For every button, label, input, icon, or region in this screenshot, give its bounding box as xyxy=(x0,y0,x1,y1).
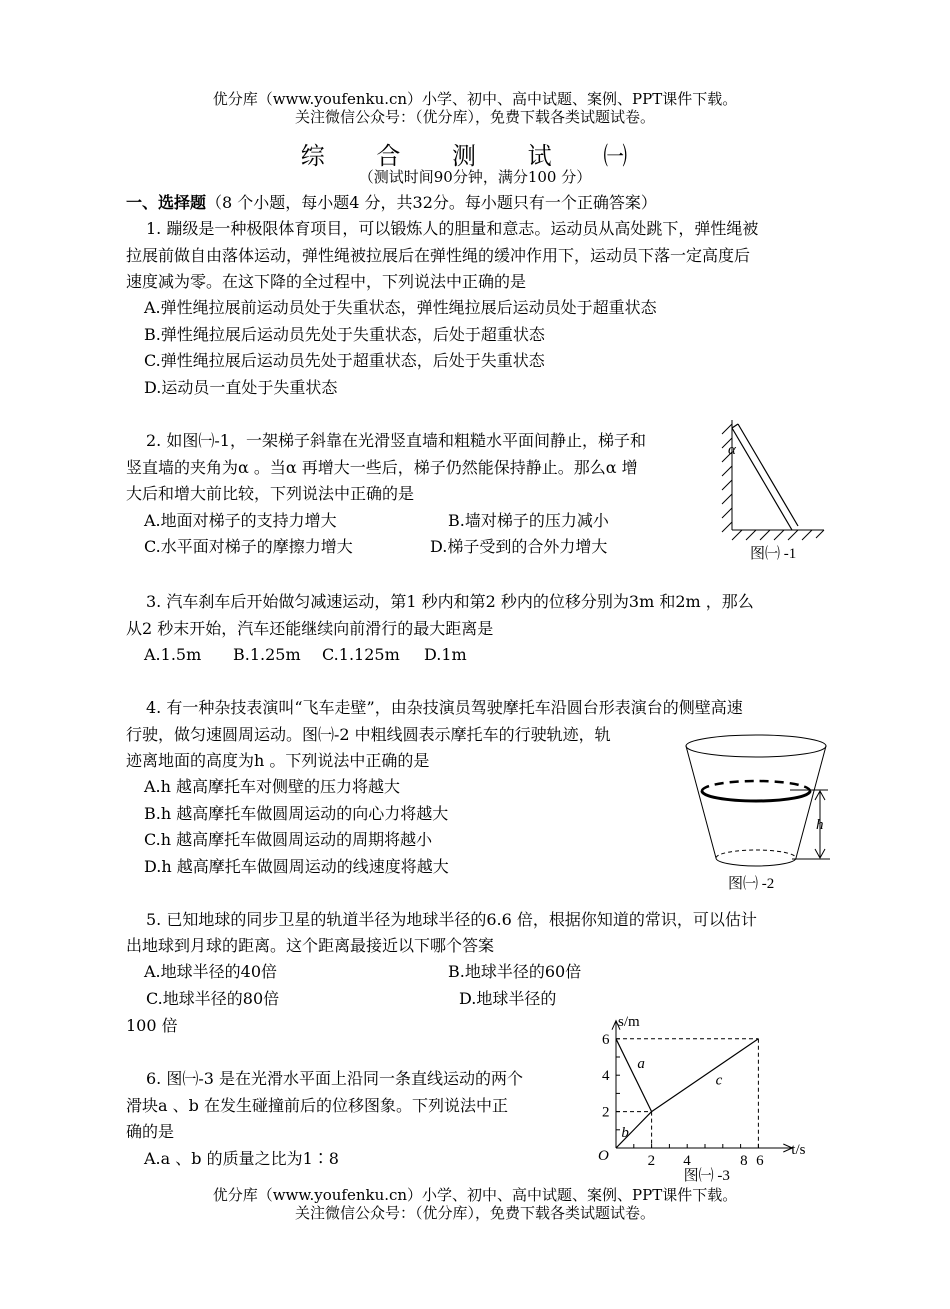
q2-option-d: D.梯子受到的合外力增大 xyxy=(430,537,608,556)
q6-line-1: 6. 图㈠-3 是在光滑水平面上沿同一条直线运动的两个 xyxy=(146,1069,524,1088)
q3-line-1: 3. 汽车刹车后开始做匀减速运动，第1 秒内和第2 秒内的位移分别为3m 和2m ，那么 xyxy=(146,592,754,611)
q4-line-1: 4. 有一种杂技表演叫“飞车走壁”，由杂技演员驾驶摩托车沿圆台形表演台的侧壁高速 xyxy=(146,698,743,717)
chart-series-c xyxy=(652,1039,759,1112)
q6-line-2: 滑块a 、b 在发生碰撞前后的位移图象。下列说法中正 xyxy=(126,1096,508,1115)
chart-xlabel: t/s xyxy=(791,1142,806,1158)
q2-line-1: 2. 如图㈠-1，一架梯子斜靠在光滑竖直墙和粗糙水平面间静止，梯子和 xyxy=(146,431,646,450)
chart-y-tick-label: 6 xyxy=(602,1031,610,1048)
q1-option-a: A.弹性绳拉展前运动员处于失重状态，弹性绳拉展后运动员处于超重状态 xyxy=(144,298,657,317)
q1-line-2: 拉展前做自由落体运动，弹性绳被拉展后在弹性绳的缓冲作用下，运动员下落一定高度后 xyxy=(126,246,751,265)
page-title: 综 合 测 试 ㈠ xyxy=(300,142,650,170)
q6-option-a: A.a 、b 的质量之比为1∶8 xyxy=(144,1149,339,1168)
section-label: 一、选择题 xyxy=(126,193,207,212)
chart-x-tick-label: 2 xyxy=(647,1153,656,1169)
page-subtitle: （测试时间90分钟，满分100 分） xyxy=(358,168,592,186)
footer-line-1: 优分库（www.youfenku.cn）小学、初中、高中试题、案例、PPT课件下载。 xyxy=(212,1186,738,1204)
q5-option-b: B.地球半径的60倍 xyxy=(448,962,582,981)
chart-series-label-c: c xyxy=(715,1072,723,1089)
ladder xyxy=(732,424,798,530)
figure-ladder-caption: 图㈠ -1 xyxy=(750,546,797,562)
q5-option-d: D.地球半径的 xyxy=(459,989,557,1008)
q2-option-c: C.水平面对梯子的摩擦力增大 xyxy=(144,537,353,556)
q5-option-d-cont: 100 倍 xyxy=(126,1016,178,1035)
q2-option-b: B.墙对梯子的压力减小 xyxy=(448,511,609,530)
figure-ladder-alpha: α xyxy=(728,442,736,458)
chart-x-tick-label: 6 xyxy=(756,1153,764,1169)
q5-option-a: A.地球半径的40倍 xyxy=(144,962,278,981)
q6-line-3: 确的是 xyxy=(126,1122,175,1141)
q1-line-3: 速度减为零。在这下降的全过程中，下列说法中正确的是 xyxy=(126,272,527,291)
q4-option-d: D.h 越高摩托车做圆周运动的线速度将越大 xyxy=(144,857,449,876)
q4-option-b: B.h 越高摩托车做圆周运动的向心力将越大 xyxy=(144,804,449,823)
section-desc: （8 个小题，每小题4 分，共32分。每小题只有一个正确答案） xyxy=(206,193,657,212)
q2-line-2: 竖直墙的夹角为α 。当α 再增大一些后，梯子仍然能保持静止。那么α 增 xyxy=(126,458,638,477)
figure-cone xyxy=(680,728,840,896)
chart-origin: O xyxy=(598,1148,609,1164)
chart-series-label-a: a xyxy=(637,1055,645,1072)
q4-option-a: A.h 越高摩托车对侧壁的压力将越大 xyxy=(144,777,401,796)
figure-cone-caption: 图㈠ -2 xyxy=(728,876,775,892)
q4-line-2: 行驶，做匀速圆周运动。图㈠-2 中粗线圆表示摩托车的行驶轨迹，轨 xyxy=(126,725,611,744)
q1-option-c: C.弹性绳拉展后运动员先处于超重状态，后处于失重状态 xyxy=(144,351,545,370)
chart-series-label-b: b xyxy=(621,1125,629,1142)
q1-option-d: D.运动员一直处于失重状态 xyxy=(144,378,338,397)
st-chart xyxy=(592,1010,842,1182)
q5-line-1: 5. 已知地球的同步卫星的轨道半径为地球半径的6.6 倍，根据你知道的常识，可以估计 xyxy=(146,910,757,929)
section-heading xyxy=(126,193,657,213)
q3-option-c: C.1.125m xyxy=(322,645,400,664)
figure-ladder xyxy=(712,418,832,566)
q3-line-2: 从2 秒末开始，汽车还能继续向前滑行的最大距离是 xyxy=(126,619,494,638)
footer-line-2: 关注微信公众号：（优分库），免费下载各类试题试卷。 xyxy=(294,1204,655,1222)
q5-option-c: C.地球半径的80倍 xyxy=(146,989,280,1008)
chart-title: 图㈠ -3 xyxy=(683,1168,730,1182)
header-line-2: 关注微信公众号：（优分库），免费下载各类试题试卷。 xyxy=(294,108,655,126)
q4-option-c: C.h 越高摩托车做圆周运动的周期将越小 xyxy=(144,830,433,849)
chart-y-tick-label: 4 xyxy=(602,1068,610,1085)
chart-y-tick-label: 2 xyxy=(602,1104,610,1121)
q1-option-b: B.弹性绳拉展后运动员先处于失重状态，后处于超重状态 xyxy=(144,325,545,344)
chart-series-a xyxy=(616,1039,652,1112)
chart-x-tick-label: 4 xyxy=(683,1153,691,1169)
q3-option-a: A.1.5m xyxy=(144,645,202,664)
q1-line-1: 1. 蹦级是一种极限体育项目，可以锻炼人的胆量和意志。运动员从高处跳下，弹性绳被 xyxy=(146,219,759,238)
figure-cone-h: h xyxy=(816,817,824,833)
q5-line-2: 出地球到月球的距离。这个距离最接近以下哪个答案 xyxy=(126,936,495,955)
q2-option-a: A.地面对梯子的支持力增大 xyxy=(144,511,337,530)
q3-option-b: B.1.25m xyxy=(233,645,301,664)
header-line-1: 优分库（www.youfenku.cn）小学、初中、高中试题、案例、PPT课件下载。 xyxy=(212,90,738,108)
q4-line-3: 迹离地面的高度为h 。下列说法中正确的是 xyxy=(126,751,430,770)
chart-x-tick-label: 8 xyxy=(740,1153,748,1169)
chart-ylabel: s/m xyxy=(618,1014,640,1030)
q2-line-3: 大后和增大前比较，下列说法中正确的是 xyxy=(126,484,415,503)
q3-option-d: D.1m xyxy=(424,645,467,664)
